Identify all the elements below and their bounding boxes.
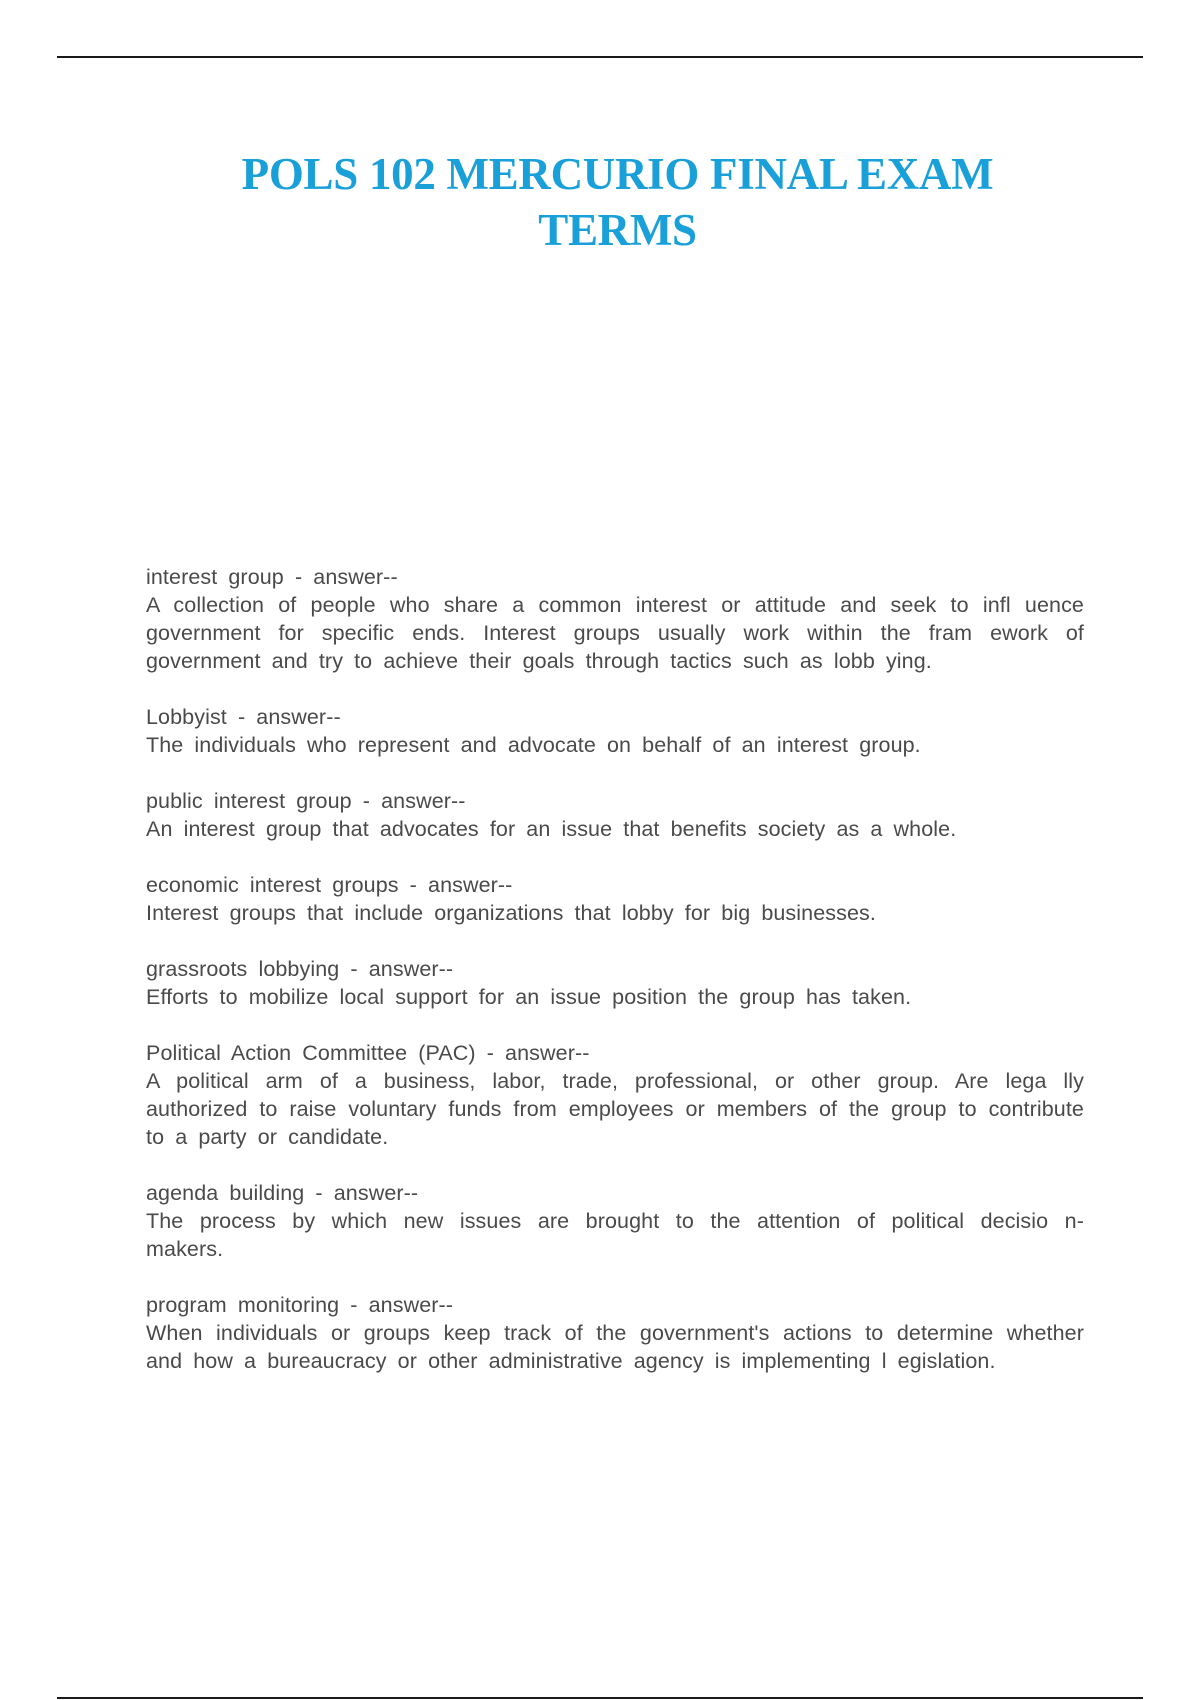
terms-list	[146, 563, 1084, 1403]
term-definition: The individuals who represent and advocate on behalf of an interest group.	[146, 733, 921, 757]
term-label: Political Action Committee (PAC) - answer--	[146, 1041, 590, 1065]
term-definition: A political arm of a business, labor, trade, professional, or other group. Are lega lly authorized to raise voluntary funds from employees or members of the group to contribute to a party or candidate.	[146, 1069, 1084, 1149]
term-definition: An interest group that advocates for an issue that benefits society as a whole.	[146, 817, 957, 841]
term-label: economic interest groups - answer--	[146, 873, 513, 897]
term-definition: The process by which new issues are brought to the attention of political decisio n-makers.	[146, 1209, 1084, 1261]
title-line-1: POLS 102 MERCURIO FINAL EXAM	[241, 149, 994, 199]
term-entry-interest-group	[146, 563, 1084, 675]
term-entry-economic-interest-groups	[146, 871, 1084, 927]
term-entry-pac	[146, 1039, 1084, 1151]
term-label: public interest group - answer--	[146, 789, 466, 813]
document-title	[150, 146, 1085, 258]
term-definition: Interest groups that include organizations that lobby for big businesses.	[146, 901, 876, 925]
term-entry-agenda-building	[146, 1179, 1084, 1263]
term-label: grassroots lobbying - answer--	[146, 957, 454, 981]
term-label: Lobbyist - answer--	[146, 705, 341, 729]
term-label: agenda building - answer--	[146, 1181, 419, 1205]
top-rule	[57, 56, 1143, 58]
term-entry-program-monitoring	[146, 1291, 1084, 1375]
term-definition: A collection of people who share a common interest or attitude and seek to infl uence government for specific ends. Interest groups usually work within the fram ework of government and try to achieve their goals through tactics such as lobb ying.	[146, 593, 1084, 673]
term-label: program monitoring - answer--	[146, 1293, 454, 1317]
term-definition: Efforts to mobilize local support for an issue position the group has taken.	[146, 985, 912, 1009]
bottom-rule	[57, 1697, 1143, 1699]
title-line-2: TERMS	[538, 205, 697, 255]
term-entry-grassroots-lobbying	[146, 955, 1084, 1011]
term-definition: When individuals or groups keep track of the government's actions to determine whether and how a bureaucracy or other administrative agency is implementing l egislation.	[146, 1321, 1084, 1373]
term-entry-lobbyist	[146, 703, 1084, 759]
term-entry-public-interest-group	[146, 787, 1084, 843]
term-label: interest group - answer--	[146, 565, 398, 589]
